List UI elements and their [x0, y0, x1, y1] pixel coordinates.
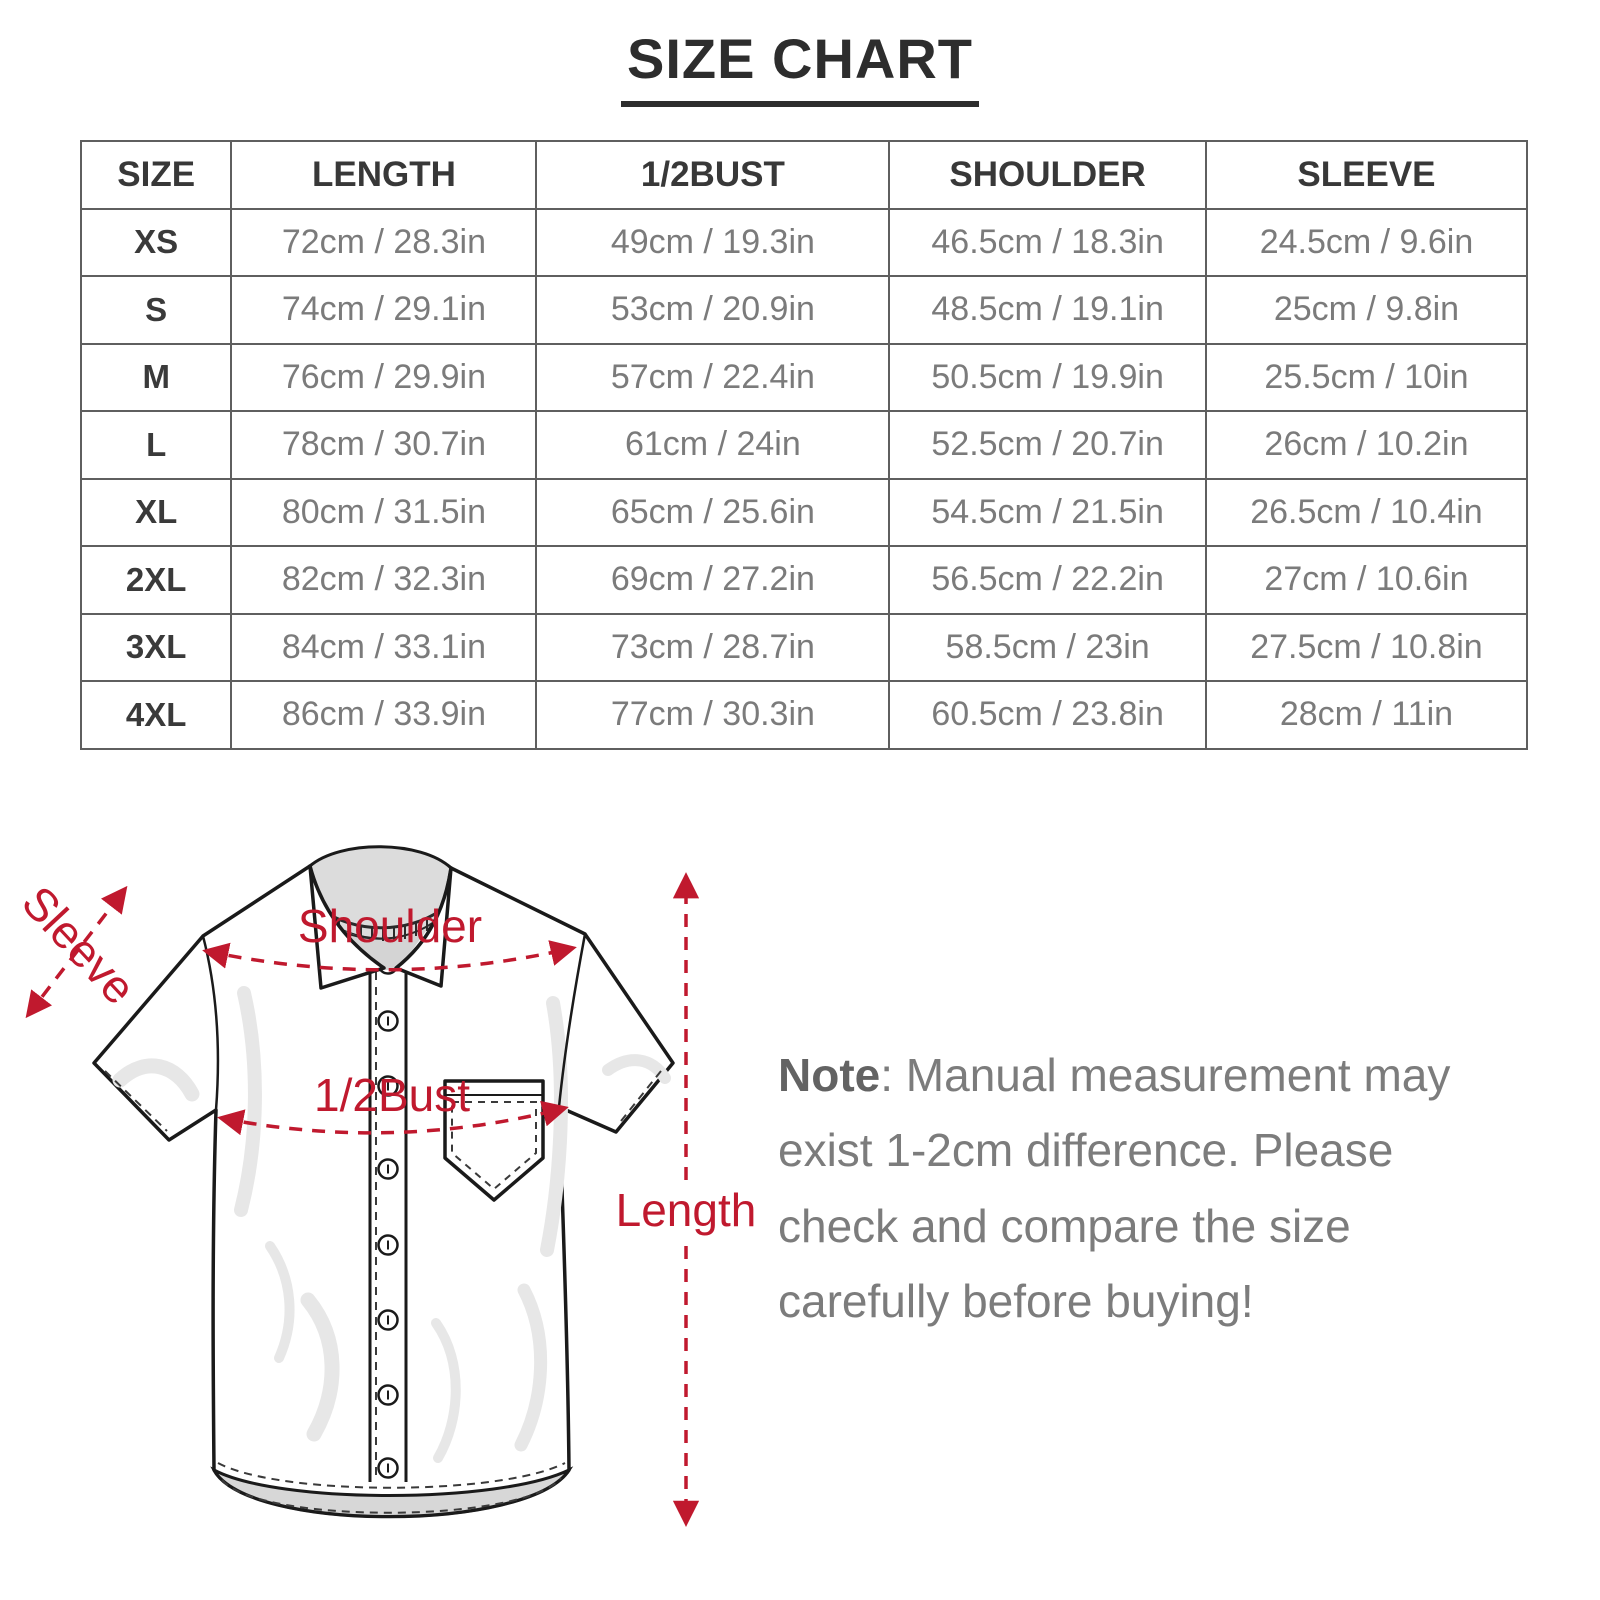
length-cell: 76cm / 29.9in [231, 344, 536, 412]
shirt-diagram [8, 818, 780, 1600]
shoulder-cell: 60.5cm / 23.8in [889, 681, 1206, 749]
size-cell: XS [81, 209, 231, 277]
bust-cell: 61cm / 24in [536, 411, 889, 479]
shoulder-cell: 46.5cm / 18.3in [889, 209, 1206, 277]
page-title: SIZE CHART [621, 26, 979, 107]
col-header-length: LENGTH [231, 141, 536, 209]
col-header-shoulder: SHOULDER [889, 141, 1206, 209]
length-cell: 84cm / 33.1in [231, 614, 536, 682]
size-cell: M [81, 344, 231, 412]
shoulder-cell: 54.5cm / 21.5in [889, 479, 1206, 547]
size-cell: L [81, 411, 231, 479]
shoulder-cell: 50.5cm / 19.9in [889, 344, 1206, 412]
sleeve-cell: 24.5cm / 9.6in [1206, 209, 1527, 277]
col-header-sleeve: SLEEVE [1206, 141, 1527, 209]
length-cell: 78cm / 30.7in [231, 411, 536, 479]
sleeve-cell: 28cm / 11in [1206, 681, 1527, 749]
size-cell: 3XL [81, 614, 231, 682]
length-cell: 74cm / 29.1in [231, 276, 536, 344]
table-row [81, 479, 1527, 547]
sleeve-cell: 25.5cm / 10in [1206, 344, 1527, 412]
shoulder-label: Shoulder [297, 900, 483, 952]
size-cell: 4XL [81, 681, 231, 749]
table-row [81, 276, 1527, 344]
length-cell: 82cm / 32.3in [231, 546, 536, 614]
shoulder-cell: 48.5cm / 19.1in [889, 276, 1206, 344]
length-label: Length [615, 1184, 757, 1236]
sleeve-cell: 27.5cm / 10.8in [1206, 614, 1527, 682]
bust-cell: 77cm / 30.3in [536, 681, 889, 749]
sleeve-cell: 26.5cm / 10.4in [1206, 479, 1527, 547]
size-cell: XL [81, 479, 231, 547]
shirt-illustration [8, 818, 780, 1600]
table-row [81, 546, 1527, 614]
sleeve-cell: 25cm / 9.8in [1206, 276, 1527, 344]
sleeve-cell: 26cm / 10.2in [1206, 411, 1527, 479]
table-row [81, 344, 1527, 412]
col-header-bust: 1/2BUST [536, 141, 889, 209]
note-text: : Manual measurement may exist 1-2cm difference. Please check and compare the size carefully before buying! [778, 1049, 1451, 1328]
size-table [80, 140, 1528, 750]
size-cell: S [81, 276, 231, 344]
length-cell: 72cm / 28.3in [231, 209, 536, 277]
sleeve-label: Sleeve [12, 875, 146, 1015]
bust-cell: 65cm / 25.6in [536, 479, 889, 547]
table-row [81, 614, 1527, 682]
title-wrap [0, 26, 1600, 107]
table-row [81, 681, 1527, 749]
bust-cell: 57cm / 22.4in [536, 344, 889, 412]
sleeve-cell: 27cm / 10.6in [1206, 546, 1527, 614]
bust-label: 1/2Bust [314, 1069, 470, 1121]
table-header-row [81, 141, 1527, 209]
table-row [81, 209, 1527, 277]
size-cell: 2XL [81, 546, 231, 614]
bust-cell: 49cm / 19.3in [536, 209, 889, 277]
shoulder-cell: 56.5cm / 22.2in [889, 546, 1206, 614]
shoulder-cell: 58.5cm / 23in [889, 614, 1206, 682]
measurement-note [778, 1038, 1478, 1340]
bust-cell: 73cm / 28.7in [536, 614, 889, 682]
col-header-size: SIZE [81, 141, 231, 209]
length-cell: 86cm / 33.9in [231, 681, 536, 749]
note-label: Note [778, 1049, 881, 1101]
bust-cell: 69cm / 27.2in [536, 546, 889, 614]
length-cell: 80cm / 31.5in [231, 479, 536, 547]
bust-cell: 53cm / 20.9in [536, 276, 889, 344]
table-row [81, 411, 1527, 479]
shoulder-cell: 52.5cm / 20.7in [889, 411, 1206, 479]
